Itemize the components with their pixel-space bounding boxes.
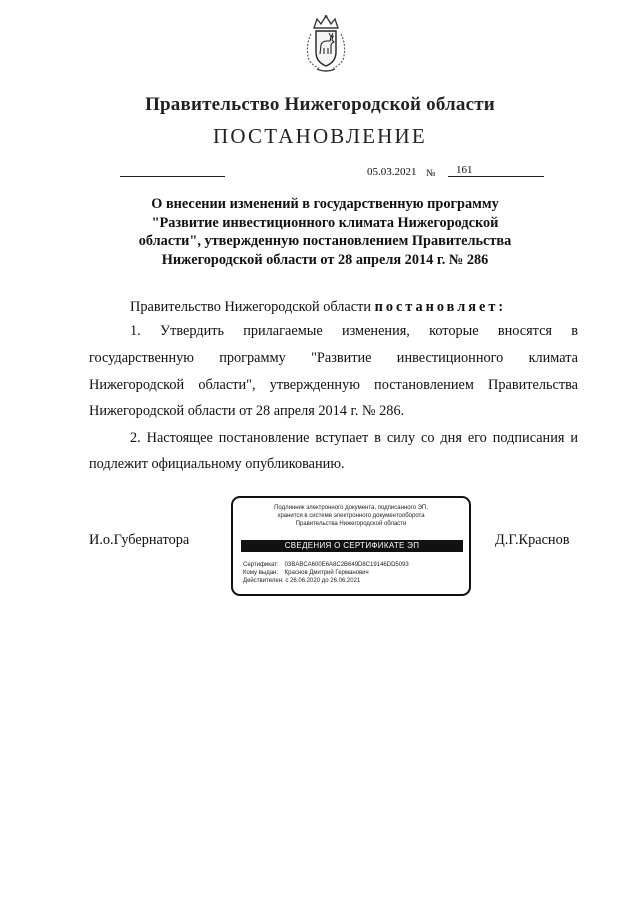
stamp-intro-line: Правительства Нижегородской области [295,521,407,527]
certificate-value: 03BABCA600E6A8C2B649D8C19146DD5093 [284,562,409,568]
electronic-signature-stamp [231,496,471,596]
stamp-banner: СВЕДЕНИЯ О СЕРТИФИКАТЕ ЭП [241,540,463,552]
item1-line: Нижегородской области от 28 апреля 2014 г. № 286. [89,403,405,419]
certificate-label: Сертификат: [243,562,279,568]
stamp-validity-row [243,577,409,585]
subject-line: "Развитие инвестиционного климата Нижегородской [151,214,499,231]
subject-line: Нижегородской области от 28 апреля 2014 г. № 286 [161,251,489,268]
stamp-intro-line: Подлинник электронного документа, подписанного ЭП, [274,505,428,511]
validity-label: Действителен: [243,578,284,584]
document-date: 05.03.2021 [367,166,417,178]
validity-value: с 26.06.2020 до 26.06.2021 [285,578,361,584]
item1-line: 1. Утвердить прилагаемые изменения, которые вносятся в [130,323,578,339]
stamp-owner-row [243,569,409,577]
resolution-intro [130,296,506,319]
item2-line: подлежит официальному опубликованию. [89,456,345,472]
document-type: ПОСТАНОВЛЕНИЕ [213,124,427,148]
intro-prefix: Правительство Нижегородской области [130,299,371,315]
date-line-blank [120,176,225,177]
item1-line: государственную программу "Развитие инвестиционного климата [89,350,578,366]
item1-line: Нижегородской области", утвержденную постановлением Правительства [89,377,578,393]
signatory-role: И.о.Губернатора [89,532,190,548]
item2-line: 2. Настоящее постановление вступает в силу со дня его подписания и [130,430,578,446]
stamp-details [243,561,409,585]
owner-value: Краснов Дмитрий Германович [284,570,369,576]
subject-line: области", утвержденную постановлением Правительства [138,233,512,249]
owner-label: Кому выдан: [243,570,279,576]
document-subject [120,195,530,269]
document-number: 161 [448,164,544,177]
stamp-intro [233,504,469,528]
intro-keyword: постановляет: [374,299,507,315]
number-sign: № [426,168,436,179]
signatory-name: Д.Г.Краснов [495,532,570,548]
nizhny-novgorod-coat-of-arms-icon [303,14,349,74]
organization-title: Правительство Нижегородской области [145,94,495,115]
stamp-intro-line: хранится в системе электронного документооборота [277,513,425,519]
subject-line: О внесении изменений в государственную программу [151,196,499,212]
stamp-certificate-row [243,561,409,569]
